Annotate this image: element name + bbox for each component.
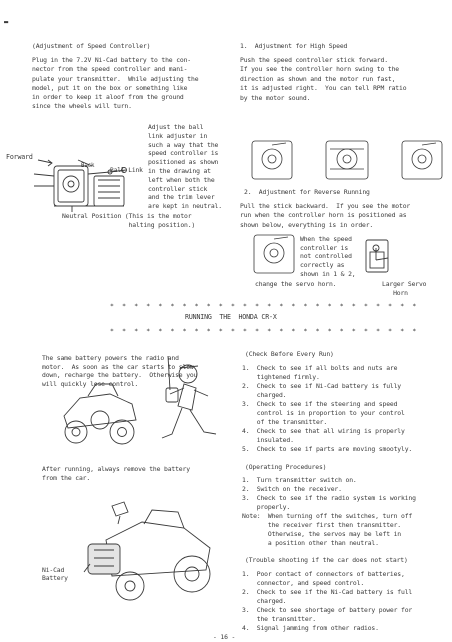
check-item-2: 2. Check to see if Ni-Cad battery is fully charged. [242,382,401,399]
operating-procedures-heading: (Operating Procedures) [245,463,327,471]
speed-controller-paragraph: Plug in the 7.2V Ni-Cad battery to the con- nector from the speed controller and mani- pulate your transmitter. While adjusting the model, put it on the box or something like in order to keep it aloof from the ground since the wheels will turn. [32,56,199,111]
high-speed-figure [250,139,446,183]
trouble-item-1: 1. Poor contact of connectors of batteries, connector, and speed control. [242,570,405,587]
car-and-driver-figure [60,354,220,458]
neutral-position-caption: Neutral Position (This is the motor halting position.) [62,212,196,230]
high-speed-heading: 1. Adjustment for High Speed [240,42,348,50]
note-paragraph: Note: When turning off the switches, turn off the receiver first then transmitter. Otherwise, the servos may be left in a position other than neutral. [242,512,413,547]
check-item-3: 3. Check to see if the steering and speed control is in proportion to your control of the transmitter. [242,400,405,426]
top-mark: ▬ [4,18,9,26]
battery-paragraph: The same battery powers the radio and motor. As soon as the car starts to slow down, recharge the battery. Otherwise you will quickly lose control. [42,354,198,389]
page-number: - 16 - [213,633,236,641]
larger-servo-label: Larger Servo Horn [382,280,427,297]
check-item-5: 5. Check to see if parts are moving smootyly. [242,445,413,453]
after-running-paragraph: After running, always remove the battery from the car. [42,465,190,482]
reverse-figure [252,233,296,275]
trouble-item-3: 3. Check to see shortage of battery power for the transmitter. [242,606,413,623]
check-before-run-heading: (Check Before Every Run) [245,350,334,358]
stars-divider-bottom: * * * * * * * * * * * * * * * * * * * * * * * * * * [110,327,419,335]
reverse-heading: 2. Adjustment for Reverse Running [244,188,370,196]
high-speed-paragraph: Push the speed controller stick forward. If you see the controller horn swing to the direction as shown and the motor run fast, it is adjusted right. You can tell RPM ratio by the motor sound. [240,56,407,102]
forward-label: Forward [6,153,33,161]
change-servo-text: change the servo horn. [255,280,337,288]
back-label: Back [81,163,95,169]
trouble-item-4: 4. Signal jamming from other radios. [242,624,379,632]
check-item-4: 4. Check to see that all wiring is properly insulated. [242,427,405,444]
ball-link-instructions: Adjust the ball link adjuster in such a way that the speed controller is positioned as shown in the drawing at left when both the controller stick and the trim lever are kept in neutral. [148,123,222,211]
ball-link-label: Ball Link [110,167,143,174]
reverse-paragraph: Pull the stick backward. If you see the motor run when the controller horn is positioned as shown below, everything is in order. [240,202,411,229]
operating-item-3: 3. Check to see if the radio system is working properly. [242,494,416,511]
section-title: RUNNING THE HONDA CR-X [185,313,277,321]
speed-controller-figure [24,146,146,214]
check-item-1: 1. Check to see if all bolts and nuts are tightened firmly. [242,364,398,381]
operating-item-2: 2. Switch on the receiver. [242,485,342,493]
trouble-item-2: 2. Check to see if the Ni-Cad battery is full charged. [242,588,413,605]
speed-note: When the speed controller is not controlled correctly as shown in 1 & 2, [300,235,356,278]
operating-item-1: 1. Turn transmitter switch on. [242,476,357,484]
stars-divider-top: * * * * * * * * * * * * * * * * * * * * * * * * * * [110,302,419,310]
trouble-shooting-heading: (Trouble shooting if the car does not start) [245,556,408,564]
servo-horn-figure [364,238,392,274]
nicad-battery-label: Ni-Cad Battery [42,566,68,582]
speed-controller-heading: (Adjustment of Speed Controller) [32,42,151,50]
battery-removal-figure [82,500,224,610]
